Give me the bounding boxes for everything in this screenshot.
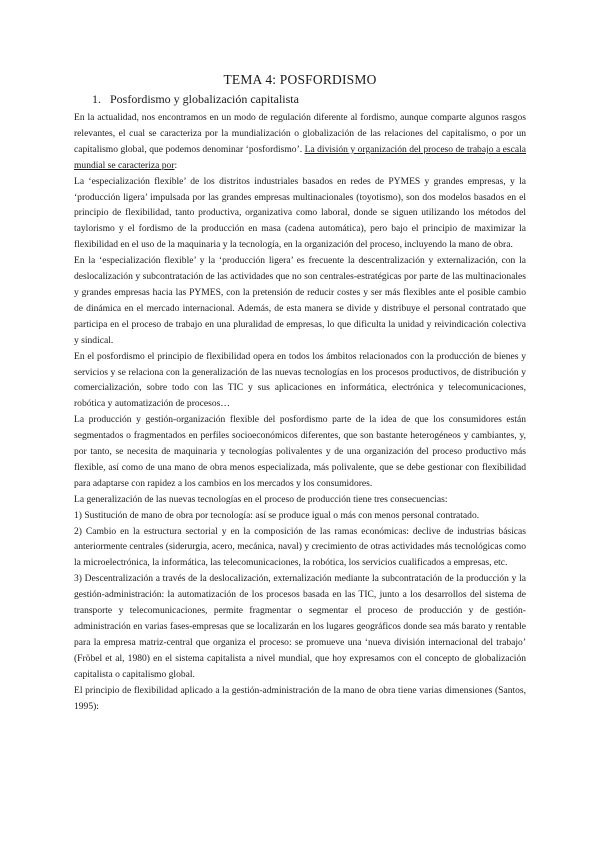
section-number: 1.	[92, 92, 101, 106]
section-heading	[92, 92, 526, 107]
paragraph-labor-flexibility: El principio de flexibilidad aplicado a la gestión-administración de la mano de obra tiene varias dimensiones (Santos, 1995):	[74, 684, 526, 712]
paragraph-decentralization: En la ‘especialización flexible’ y la ‘producción ligera’ es frecuente la descentralización y externalización, con la deslocalización y subcontratación de las actividades que no son centrales-estratégicas por parte de las multinacionales y grandes empresas hacia las PYMES, con la pretensión de reducir costes y ser más flexibles ante el posible cambio de dinámica en el mercado internacional. Además, de esta manera se divide y distribuye el personal contratado que participa en el proceso de trabajo en una pluralidad de empresas, lo que dificulta la unidad y reivindicación colectiva y sindical.	[74, 255, 526, 346]
list-item-consequence-2: 2) Cambio en la estructura sectorial y en la composición de las ramas económicas: declive de industrias básicas anteriormente centrales (siderurgia, acero, mecánica, naval) y crecimiento de otras actividades más tecnológicas como la microelectrónica, la informática, las telecomunicaciones, la robótica, los servicios cualificados a empresas, etc.	[74, 525, 526, 569]
underlined-statement: La división y organización del proceso de trabajo a escala mundial se caracteriza por	[74, 143, 526, 171]
paragraph-consumers: La producción y gestión-organización flexible del posfordismo parte de la idea de que los consumidores están segmentados o fragmentados en perfiles socioeconómicos diferentes, que son bastante heterogéneos y cambiantes, y, por tanto, se necesita de maquinaria y tecnologías polivalentes y de una organización del proceso productivo más flexible, así como de una mano de obra menos especializada, más polivalente, que se debe gestionar con flexibilidad para adaptarse con rapidez a los cambios en los mercados y los consumidores.	[74, 414, 526, 489]
list-item-consequence-1: 1) Sustitución de mano de obra por tecnología: así se produce igual o más con menos personal contratado.	[74, 509, 480, 521]
paragraph-flexible-specialization: La ‘especialización flexible’ de los distritos industriales basados en redes de PYMES y grandes empresas, y la ‘producción ligera’ impulsada por las grandes empresas multinacionales (toyotismo), son dos modelos basados en el principio de flexibilidad, tanto productiva, organizativa como laboral, donde se siguen utilizando los métodos del taylorismo y el fordismo de la producción en masa (cadena automática), pero bajo el principio de maximizar la flexibilidad en el uso de la maquinaria y la tecnología, en la organización del proceso, incluyendo la mano de obra.	[74, 175, 526, 251]
document-page	[74, 72, 526, 714]
paragraph-intro-colon: :	[174, 159, 178, 171]
paragraph-intro	[74, 110, 526, 174]
section-title: Posfordismo y globalización capitalista	[110, 92, 299, 106]
list-item-consequence-3: 3) Descentralización a través de la deslocalización, externalización mediante la subcontratación de la producción y la gestión-administración: la automatización de los procesos basada en las TIC, junto a los desarrollos del sistema de transporte y telecomunicaciones, permite fragmentar o segmentar el proceso de producción y de gestión-administración en varias fases-empresas que se localizarán en los lugares geográficos donde sea más barato y rentable para la empresa matriz-central que organiza el proceso: se promueve una ‘nueva división internacional del trabajo’ (Fröbel et al, 1980) en el sistema capitalista a nivel mundial, que hoy expresamos con el concepto de globalización capitalista o capitalismo global.	[74, 573, 526, 680]
paragraph-intro-text: En la actualidad, nos encontramos en un modo de regulación diferente al fordismo, aunque comparte algunos rasgos relevantes, el cual se caracteriza por la mundialización o globalización de las relaciones del capitalismo, o por un capitalismo global, que podemos denominar ‘posfordismo’.	[74, 112, 526, 155]
paragraph-flexibility-principle: En el posfordismo el principio de flexibilidad opera en todos los ámbitos relacionados con la producción de bienes y servicios y se relaciona con la generalización de las nuevas tecnologías en los procesos productivos, de distribución y comercialización, sobre todo con las TIC y sus aplicaciones en informática, electrónica y telecomunicaciones, robótica y automatización de procesos…	[74, 350, 526, 410]
document-title: TEMA 4: POSFORDISMO	[223, 72, 377, 87]
paragraph-consequences-intro: La generalización de las nuevas tecnologías en el proceso de producción tiene tres consecuencias:	[74, 493, 448, 505]
